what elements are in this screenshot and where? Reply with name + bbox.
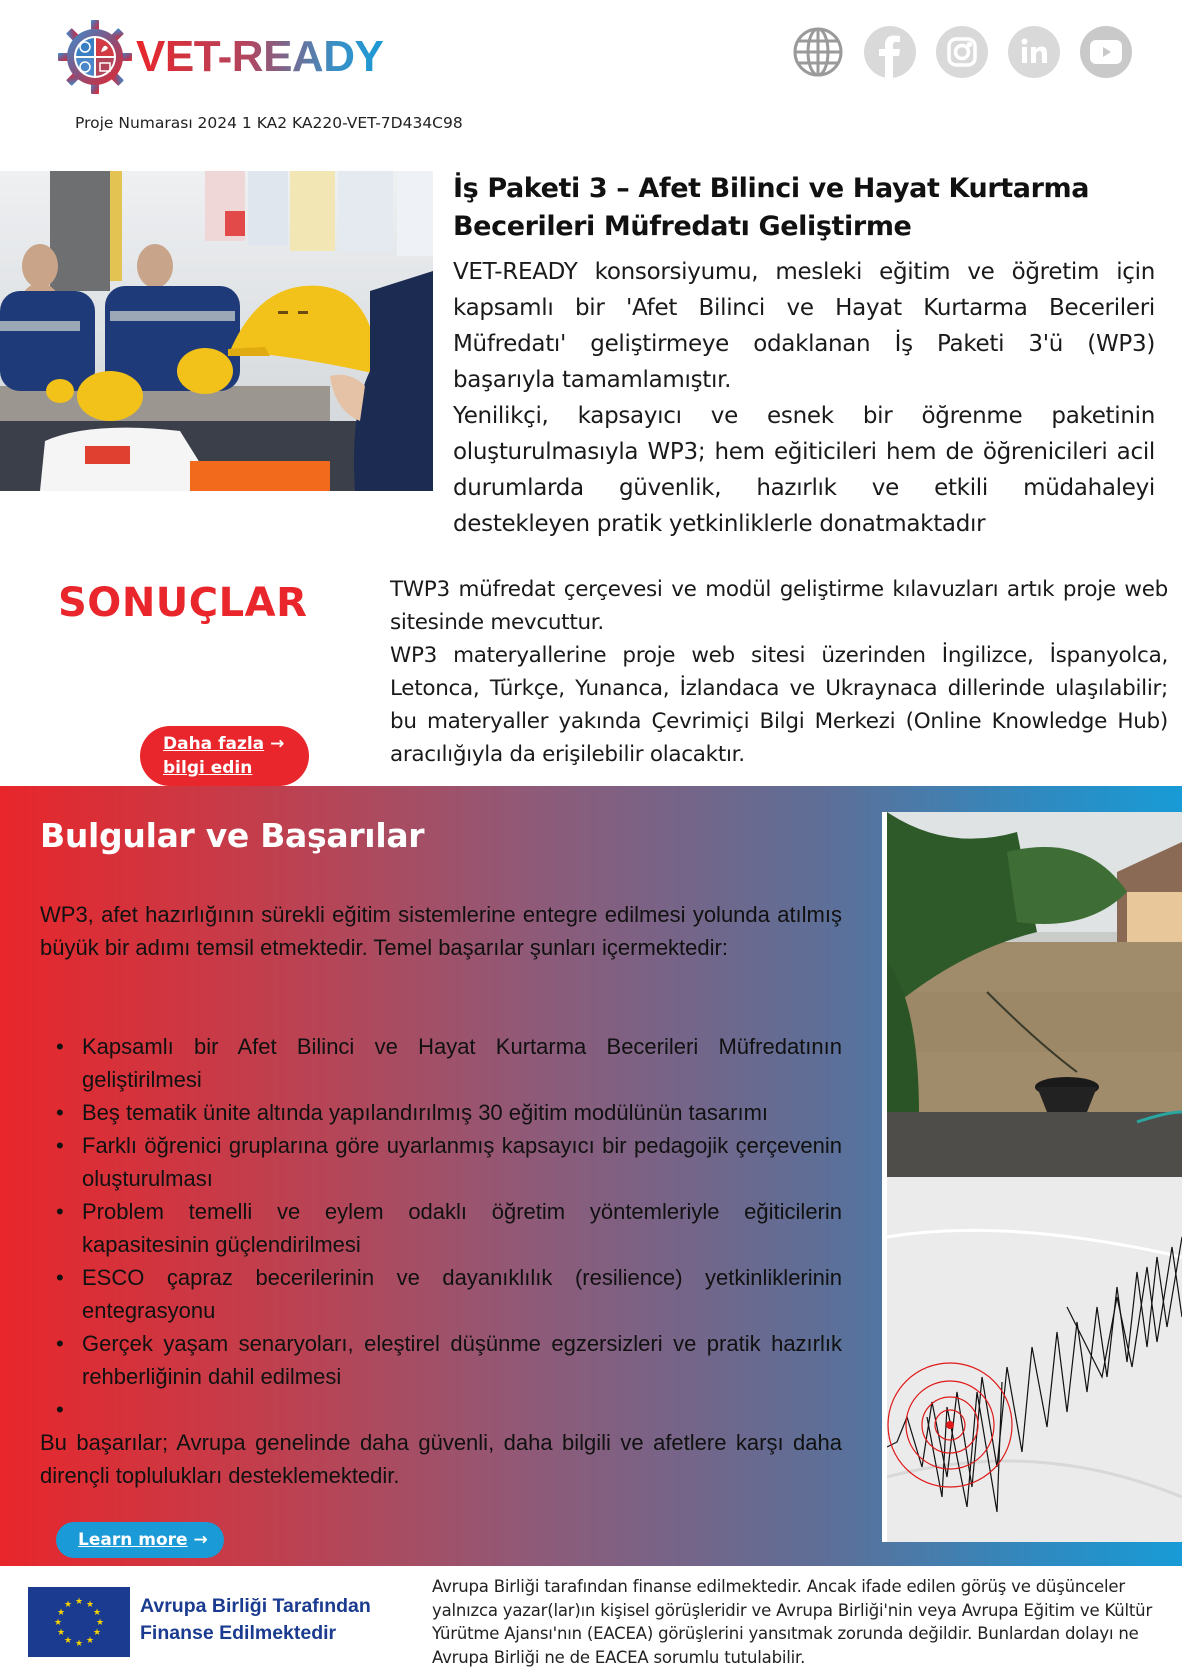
work-package-paragraph: VET-READY konsorsiyumu, mesleki eğitim ve öğretim için kapsamlı bir 'Afet Bilinci ve Hayat Kurtarma Becerileri Müfredatı' geliştirmeye odaklanan İş Paketi 3'ü (WP3) başarıyla tamamlamıştır. xyxy=(453,259,1155,393)
findings-section xyxy=(0,786,1182,1566)
learn-more-label: Learn more xyxy=(78,1530,188,1550)
eu-flag-icon xyxy=(28,1587,130,1657)
svg-text:★: ★ xyxy=(92,1608,102,1618)
svg-text:★: ★ xyxy=(56,1608,66,1618)
learn-more-button[interactable] xyxy=(56,1522,224,1558)
youtube-icon[interactable] xyxy=(1080,26,1132,78)
results-heading: SONUÇLAR xyxy=(58,580,308,626)
button-label-line2: bilgi edin xyxy=(163,758,253,778)
disaster-images xyxy=(882,812,1182,1542)
svg-text:★: ★ xyxy=(95,1618,105,1628)
findings-intro: WP3, afet hazırlığının sürekli eğitim sistemlerine entegre edilmesi yolunda atılmış büyük bir adımı temsil etmektedir. Temel başarılar şunları içermektedir: xyxy=(40,902,842,960)
list-item: • Gerçek yaşam senaryoları, eleştirel düşünme egzersizleri ve pratik hazırlık rehberliğinin dahil edilmesi xyxy=(40,1327,842,1393)
instagram-icon[interactable] xyxy=(936,26,988,78)
list-item: • ESCO çapraz becerilerinin ve dayanıklılık (resilience) yetkinliklerinin entegrasyonu xyxy=(40,1261,842,1327)
list-item: • Farklı öğrenici gruplarına göre uyarlanmış kapsayıcı bir pedagojik çerçevenin oluşturulması xyxy=(40,1129,842,1195)
svg-text:★: ★ xyxy=(92,1628,102,1638)
vet-ready-logo xyxy=(56,18,383,96)
globe-icon[interactable] xyxy=(792,26,844,78)
button-label-line1: Daha fazla xyxy=(163,734,265,754)
svg-text:★: ★ xyxy=(74,1639,84,1649)
results-body xyxy=(390,573,1168,771)
facebook-icon[interactable] xyxy=(864,26,916,78)
eu-funding-line1: Avrupa Birliği Tarafından xyxy=(140,1595,371,1617)
list-item: • Kapsamlı bir Afet Bilinci ve Hayat Kurtarma Becerileri Müfredatının geliştirilmesi xyxy=(40,1030,842,1096)
findings-outro: Bu başarılar; Avrupa genelinde daha güvenli, daha bilgili ve afetlere karşı daha dirençli toplulukları desteklemektedir. xyxy=(40,1430,842,1488)
svg-text:★: ★ xyxy=(53,1618,63,1628)
list-item-empty xyxy=(40,1393,842,1426)
svg-text:★: ★ xyxy=(85,1636,95,1646)
list-item: • Problem temelli ve eylem odaklı öğretim yöntemleriyle eğiticilerin kapasitesinin güçlendirilmesi xyxy=(40,1195,842,1261)
seismograph-photo xyxy=(887,1177,1182,1542)
training-photo xyxy=(0,171,433,491)
work-package-body xyxy=(453,254,1155,542)
linkedin-icon[interactable] xyxy=(1008,26,1060,78)
eu-funding-line2: Finanse Edilmektedir xyxy=(140,1622,337,1644)
svg-text:★: ★ xyxy=(85,1600,95,1610)
svg-text:★: ★ xyxy=(56,1628,66,1638)
social-links xyxy=(792,26,1132,78)
work-package-title: İş Paketi 3 – Afet Bilinci ve Hayat Kurtarma Becerileri Müfredatı Geliştirme xyxy=(453,173,1090,242)
learn-more-button-tr[interactable] xyxy=(140,726,309,786)
findings-heading: Bulgular ve Başarılar xyxy=(40,816,425,855)
arrow-right-icon: → xyxy=(270,734,285,754)
svg-text:★: ★ xyxy=(74,1597,84,1607)
logo-text: VET-READY xyxy=(136,32,384,81)
list-item: • Beş tematik ünite altında yapılandırılmış 30 eğitim modülünün tasarımı xyxy=(40,1096,842,1129)
findings-list xyxy=(40,1030,842,1426)
flood-photo xyxy=(887,812,1182,1177)
results-paragraph: WP3 materyallerine proje web sitesi üzerinden İngilizce, İspanyolca, Letonca, Türkçe, Yunanca, İzlandaca ve Ukraynaca dillerinde ulaşılabilir; bu materyaller yakında Çevrimiçi Bilgi Merkezi (Online Knowledge Hub) aracılığıyla da erişilebilir olacaktır. xyxy=(390,643,1168,767)
project-number: Proje Numarası 2024 1 KA2 KA220-VET-7D434C98 xyxy=(75,114,463,132)
gear-logo-icon xyxy=(56,18,134,96)
results-paragraph: TWP3 müfredat çerçevesi ve modül geliştirme kılavuzları artık proje web sitesinde mevcuttur. xyxy=(390,577,1168,635)
eu-disclaimer: Avrupa Birliği tarafından finanse edilmektedir. Ancak ifade edilen görüş ve düşünceler yalnızca yazar(lar)ın kişisel görüşleridir ve Avrupa Birliği'nin veya Avrupa Eğitim ve Kültür Yürütme Ajansı'nın (EACEA) görüşlerini yansıtmak zorunda değildir. Bunlardan dolayı ne Avrupa Birliği ne de EACEA sorumlu tutulabilir. xyxy=(432,1577,1153,1667)
work-package-paragraph: Yenilikçi, kapsayıcı ve esnek bir öğrenme paketinin oluşturulmasıyla WP3; hem eğiticileri hem de öğrenicileri acil durumlarda güvenlik, hazırlık ve etkili müdahaleyi destekleyen pratik yetkinliklerle donatmaktadır xyxy=(453,403,1155,537)
arrow-right-icon: → xyxy=(193,1530,208,1550)
eu-funding-label xyxy=(140,1593,371,1647)
svg-text:★: ★ xyxy=(63,1636,73,1646)
svg-text:★: ★ xyxy=(63,1600,73,1610)
